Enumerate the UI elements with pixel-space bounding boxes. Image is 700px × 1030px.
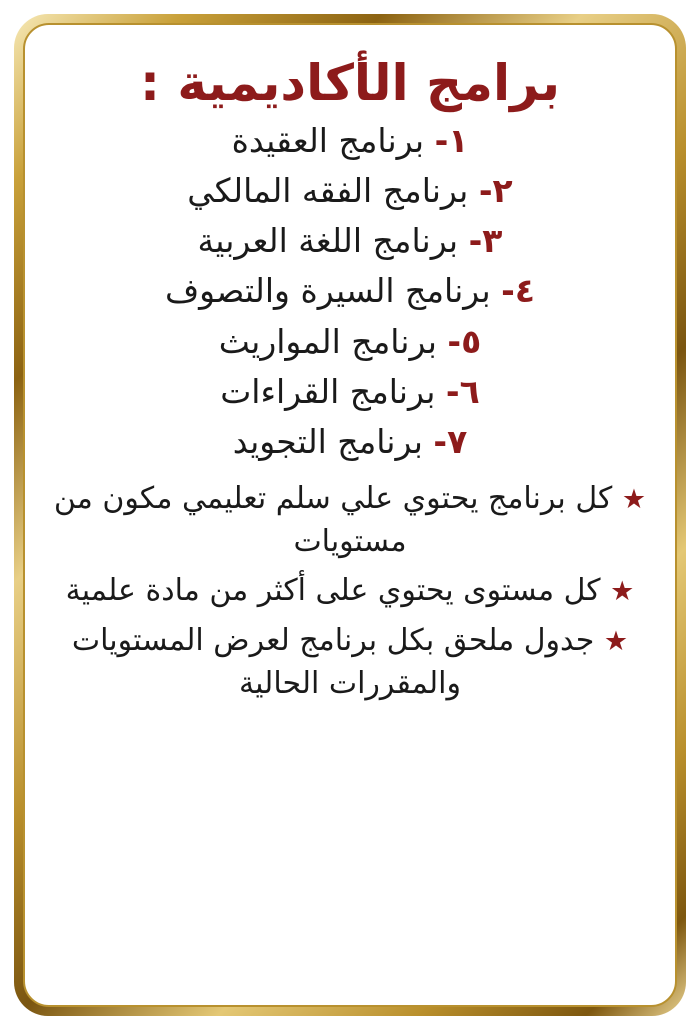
list-item-marker: ٢- xyxy=(478,171,513,211)
list-item-label: برنامج التجويد xyxy=(232,421,423,461)
list-item xyxy=(34,116,666,166)
list-item-label: برنامج اللغة العربية xyxy=(197,221,459,261)
list-item-marker: ٥- xyxy=(447,321,482,361)
list-item-marker: ٣- xyxy=(468,221,503,261)
list-item-marker: ٧- xyxy=(433,421,468,461)
note-item xyxy=(34,619,666,705)
note-item-label: كل برنامج يحتوي علي سلم تعليمي مكون من مستويات xyxy=(53,481,613,560)
list-item xyxy=(34,367,666,417)
note-item xyxy=(34,569,666,612)
list-item xyxy=(34,166,666,216)
list-item-label: برنامج الفقه المالكي xyxy=(187,171,469,211)
list-item xyxy=(34,317,666,367)
list-item-label: برنامج المواريث xyxy=(218,321,437,361)
programs-list xyxy=(34,116,666,705)
note-item xyxy=(34,477,666,563)
star-icon: ★ xyxy=(603,625,629,657)
list-item-label: برنامج العقيدة xyxy=(231,121,425,160)
list-item-marker: ٦- xyxy=(445,371,480,411)
list-item xyxy=(34,417,666,467)
note-item-label: جدول ملحق بكل برنامج لعرض المستويات والمقررات الحالية xyxy=(71,622,595,701)
star-icon: ★ xyxy=(621,484,647,516)
list-item-label: برنامج السيرة والتصوف xyxy=(164,271,491,311)
list-item xyxy=(34,266,666,316)
list-item xyxy=(34,216,666,266)
note-item-label: كل مستوى يحتوي على أكثر من مادة علمية xyxy=(65,573,601,609)
list-item-label: برنامج القراءات xyxy=(220,371,436,411)
spacer xyxy=(34,467,666,471)
star-icon: ★ xyxy=(610,576,635,608)
list-item-marker: ١- xyxy=(434,121,469,160)
list-item-marker: ٤- xyxy=(501,271,536,311)
poster-content xyxy=(34,34,666,996)
page-title: برامج الأكاديمية : xyxy=(139,54,561,112)
